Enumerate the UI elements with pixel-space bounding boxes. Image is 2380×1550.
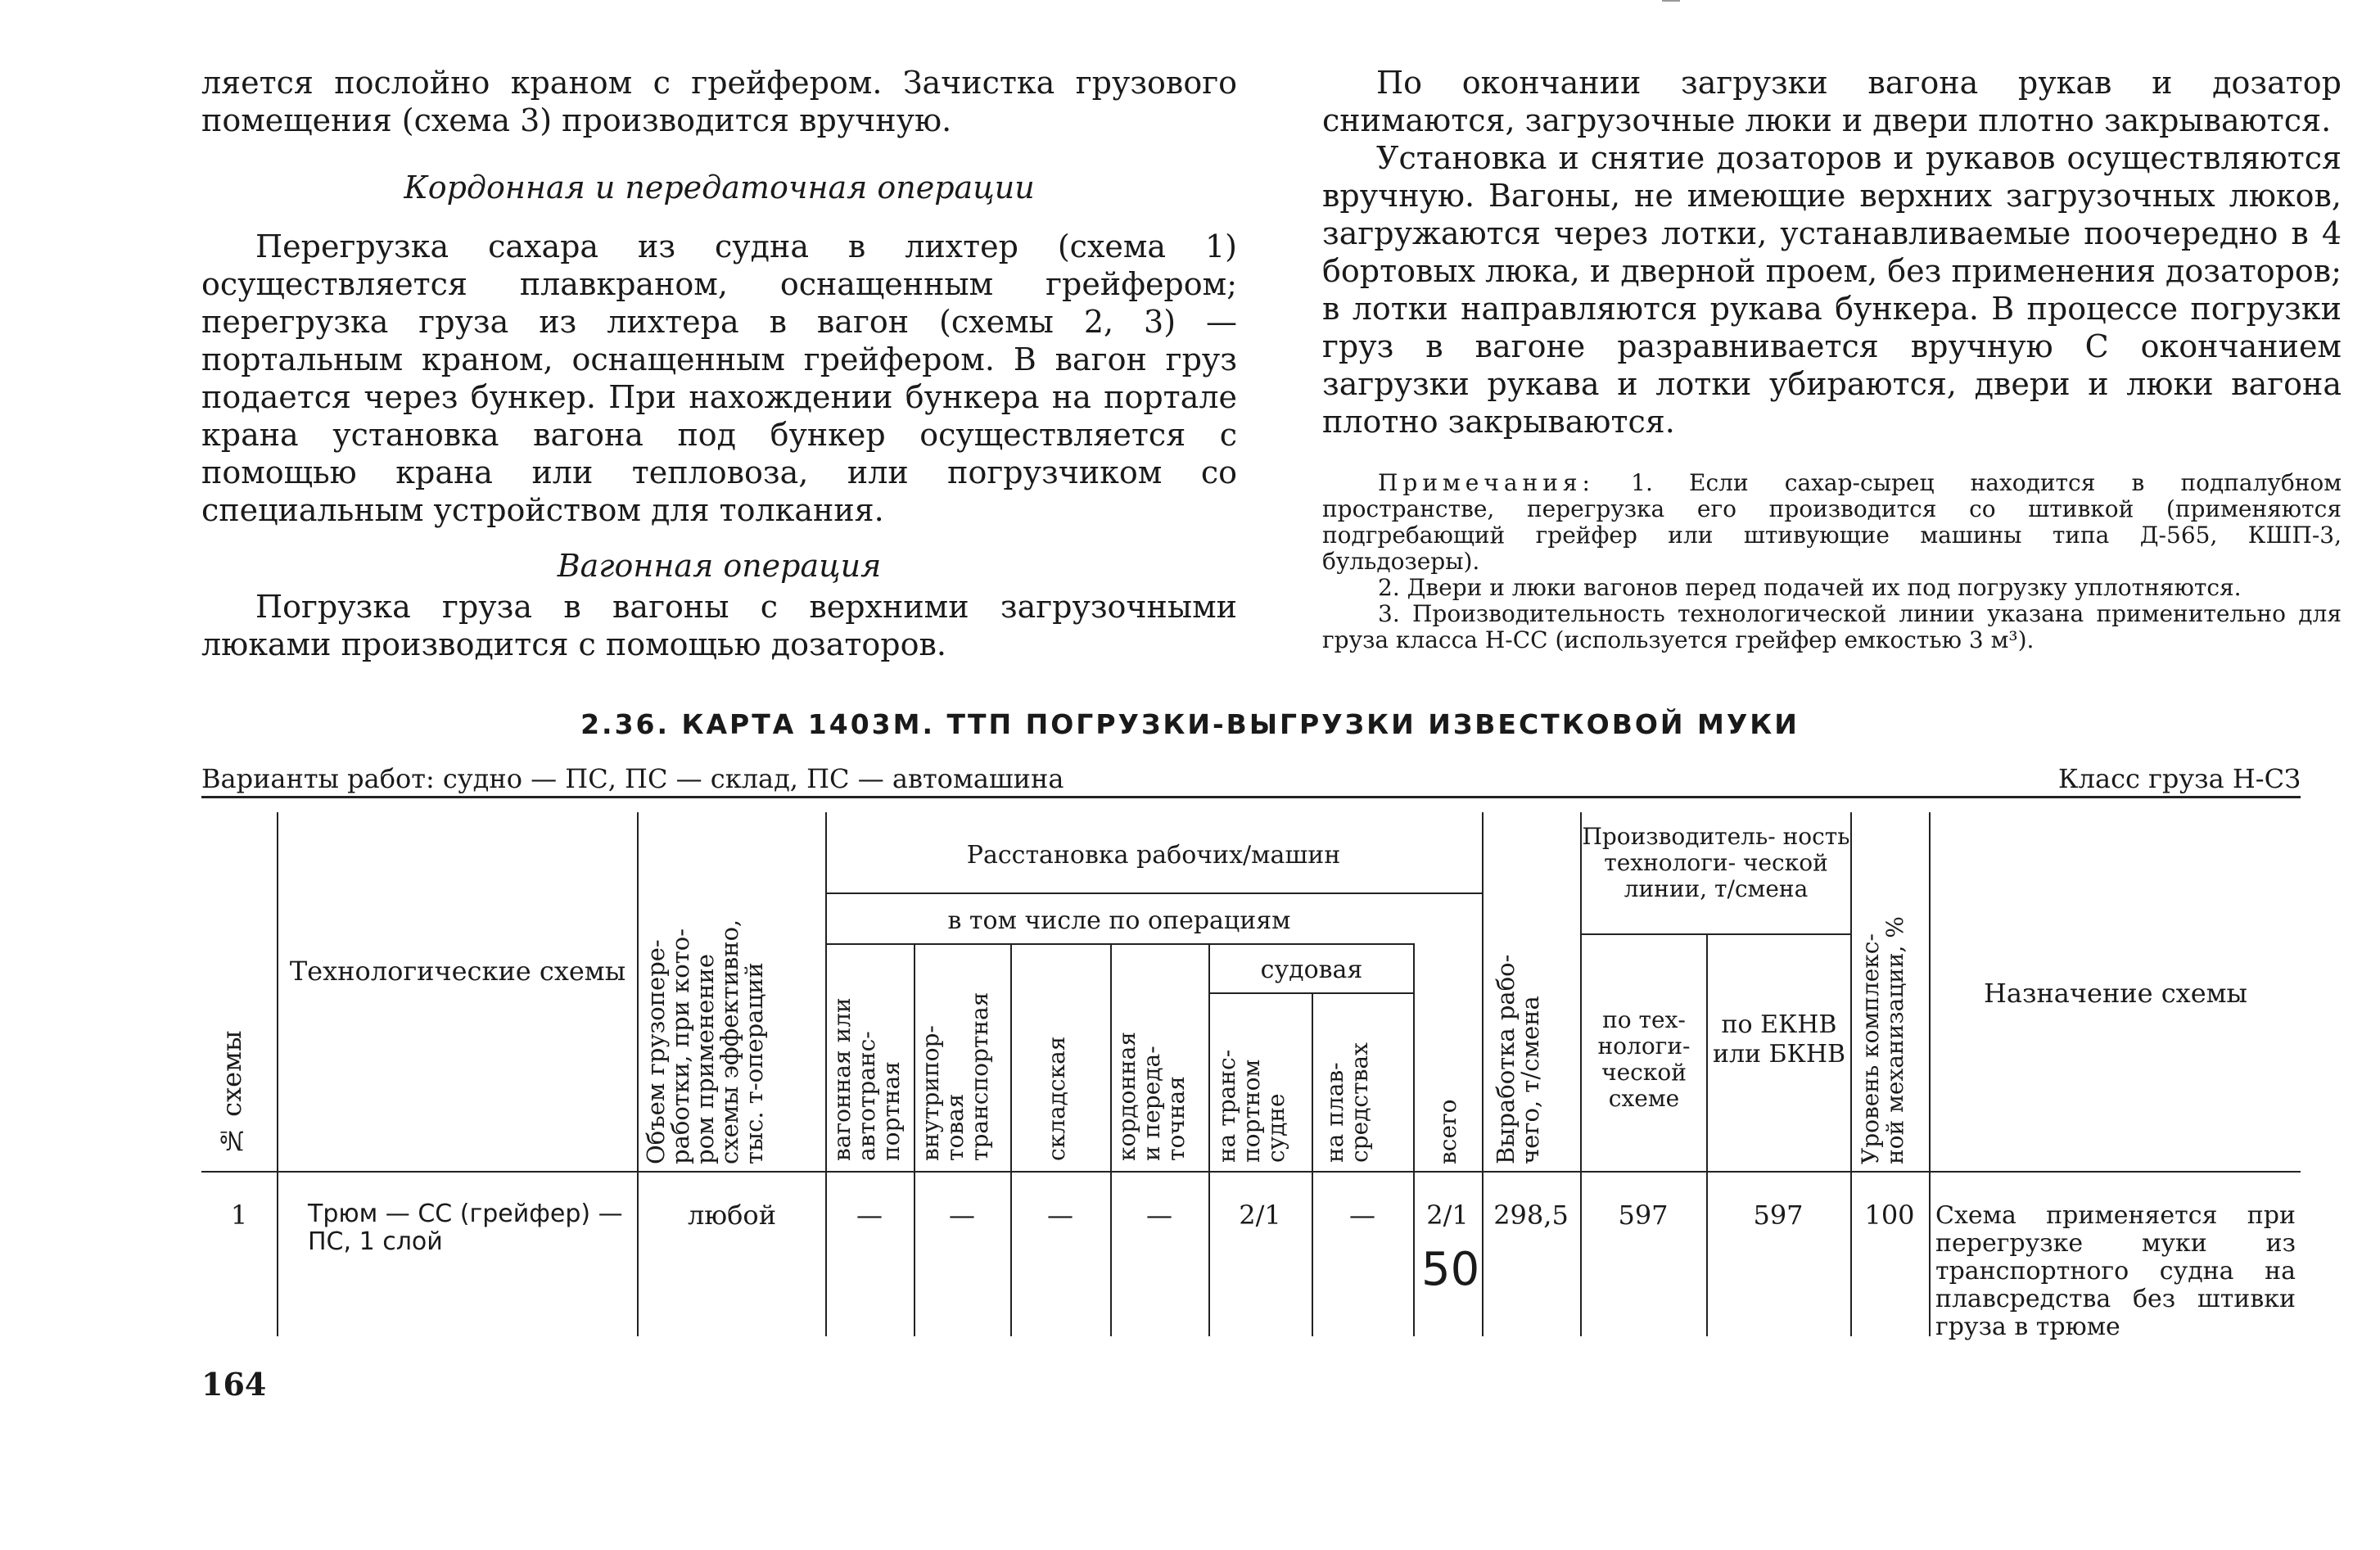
work-variants: Варианты работ: судно — ПС, ПС — склад, ПС — автомашина	[201, 763, 1064, 794]
cell-by-tech-scheme: 597	[1618, 1200, 1669, 1231]
header-output: Выработка рабо- чего, т/смена	[1492, 954, 1544, 1164]
note-1: Примечания: 1. Если сахар-сырец находится в подпалубном пространстве, перегрузка его производится со штивкой (применяются подгребающий грейфер или штивующие машины типа Д-565, КШП-3, бульдозеры).	[1322, 469, 2342, 575]
cell-on-floating: —	[1349, 1200, 1375, 1231]
header-warehouse: складская	[1043, 1036, 1070, 1161]
productivity-subrule	[1580, 933, 1850, 935]
header-mechanization: Уровень комплекс- ной механизации, %	[1857, 916, 1908, 1164]
right-para-1: По окончании загрузки вагона рукав и дозатор снимаются, загрузочные люки и двери плотно закрываются.	[1322, 65, 2342, 138]
vrule	[1706, 933, 1708, 1336]
cell-wagon: —	[856, 1200, 883, 1231]
vrule	[914, 943, 915, 1336]
header-productivity: Производитель- ность технологи- ческой линии, т/смена	[1582, 823, 1850, 902]
header-bottom-rule	[201, 1171, 2301, 1173]
cell-warehouse: —	[1047, 1200, 1073, 1231]
notes	[1322, 470, 2342, 653]
cell-purpose: Схема применяется при перегрузке муки из транспортного судна на плавсредства без штивки груза в трюме	[1935, 1201, 2296, 1341]
header-volume: Объем грузопере- работки, при кото- ром применение схемы эффективно, тыс. т-операций	[642, 919, 768, 1164]
note-2: 2. Двери и люки вагонов перед подачей их под погрузку уплотняются.	[1378, 574, 2242, 601]
vrule	[1413, 943, 1415, 1336]
header-intraport: внутрипор- товая транспортная	[917, 992, 993, 1161]
left-column	[201, 64, 1237, 663]
header-on-transport-ship: на транс- портном судне	[1213, 1049, 1289, 1163]
header-by-tech-scheme: по тех- нологи- ческой схеме	[1597, 1006, 1691, 1112]
vrule	[825, 812, 827, 1336]
header-cordon: кордонная и переда- точная	[1113, 1031, 1190, 1161]
note-3: 3. Производительность технологической линии указана применительно для груза класса Н-СС (используется грейфер емкостью 3 м³).	[1322, 600, 2342, 653]
table-top-rule	[201, 796, 2301, 798]
cell-mechanization: 100	[1864, 1200, 1915, 1231]
left-para-1: ляется послойно краном с грейфером. Зачистка грузового помещения (схема 3) производится вручную.	[201, 65, 1237, 138]
header-ship: судовая	[1260, 956, 1363, 984]
cell-on-transport-ship: 2/1	[1239, 1200, 1281, 1231]
vrule	[1850, 812, 1852, 1336]
vrule	[1482, 812, 1484, 1336]
cell-output: 298,5	[1493, 1200, 1569, 1231]
heading-cordon: Кордонная и передаточная операции	[404, 169, 1035, 206]
top-mark	[1662, 0, 1680, 2]
header-wagon: вагонная или автотранс- портная	[829, 997, 905, 1161]
cell-scheme: Трюм — СС (грейфер) — ПС, 1 слой	[308, 1200, 623, 1256]
left-para-3: Погрузка груза в вагоны с верхними загрузочными люками производится с помощью дозаторов.	[201, 589, 1237, 662]
left-para-2: Перегрузка сахара из судна в лихтер (схема 1) осуществляется плавкраном, оснащенным грейфером; перегрузка груза из лихтера в вагон (схемы 2, 3) — портальным краном, оснащенным грейфером. В вагон груз подается через бункер. При нахождении бункера на портале крана установка вагона под бункер осуществляется с помощью крана или тепловоза, или погрузчиком со специальным устройством для толкания.	[201, 228, 1237, 528]
cell-by-ekhv: 597	[1753, 1200, 1804, 1231]
handwritten-number: 50	[1421, 1243, 1480, 1296]
vrule	[1110, 943, 1112, 1336]
vrule	[277, 812, 278, 1336]
cell-intraport: —	[949, 1200, 975, 1231]
right-para-2: Установка и снятие дозаторов и рукавов осуществляются вручную. Вагоны, не имеющие верхних загрузочных люков, загружаются через лотки, устанавливаемые поочередно в 4 бортовых люка, и дверной проем, без применения дозаторов; в лотки направляются рукава бункера. В процессе погрузки груз в вагоне разравнивается вручную С окончанием загрузки рукава и лотки убираются, двери и люки вагона плотно закрываются.	[1322, 140, 2342, 440]
vrule	[1312, 992, 1313, 1336]
header-on-floating: на плав- средствах	[1321, 1042, 1373, 1163]
vrule	[1929, 812, 1931, 1336]
process-table	[201, 796, 2301, 1353]
vrule	[1010, 943, 1012, 1336]
section-title: 2.36. КАРТА 1403М. ТТП ПОГРУЗКИ-ВЫГРУЗКИ ИЗВЕСТКОВОЙ МУКИ	[580, 708, 1800, 740]
header-by-ekhv: по ЕКНВ или БКНВ	[1712, 1010, 1846, 1069]
header-purpose: Назначение схемы	[1984, 978, 2247, 1009]
vrule	[637, 812, 639, 1336]
header-placement: Расстановка рабочих/машин	[966, 841, 1341, 870]
cell-no: 1	[230, 1200, 248, 1231]
notes-label: Примечания:	[1378, 469, 1595, 496]
right-column	[1322, 64, 2342, 653]
header-total: всего	[1434, 1099, 1461, 1164]
cell-cordon: —	[1146, 1200, 1172, 1231]
heading-wagon: Вагонная операция	[557, 548, 882, 584]
header-tech-schemes: Технологические схемы	[289, 956, 626, 987]
placement-subrule	[825, 892, 1482, 894]
cargo-class: Класс груза Н-СЗ	[2057, 763, 2301, 794]
ship-subrule	[1208, 992, 1413, 994]
page-number: 164	[201, 1366, 267, 1403]
header-scheme-no: № схемы	[216, 1030, 247, 1156]
vrule	[1208, 943, 1210, 1336]
header-by-operations: в том числе по операциям	[947, 906, 1291, 935]
cell-volume: любой	[687, 1200, 777, 1231]
cell-total: 2/1	[1426, 1200, 1469, 1231]
